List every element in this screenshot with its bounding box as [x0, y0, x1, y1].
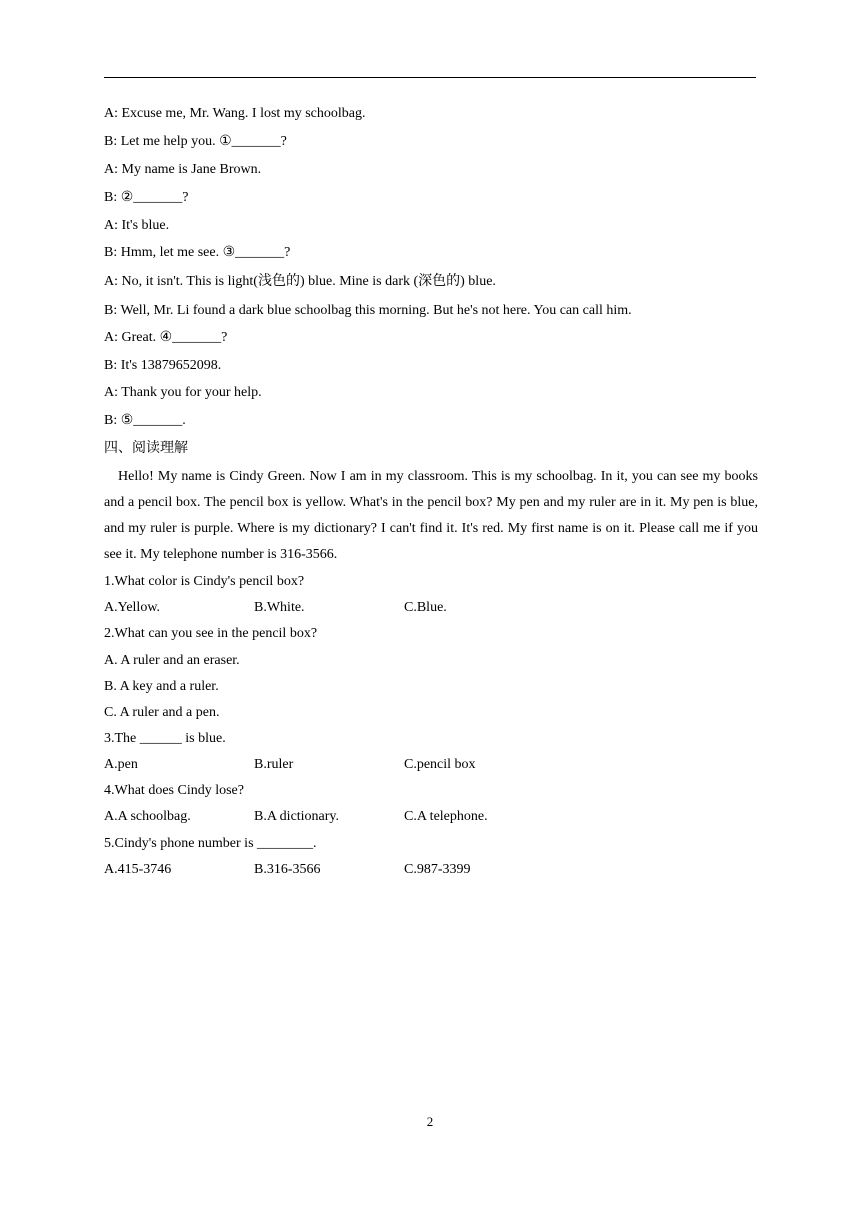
- answer-option: C.Blue.: [404, 600, 447, 615]
- answer-option: B.A dictionary.: [254, 809, 340, 824]
- dialogue-line: B: It's 13879652098.: [104, 358, 222, 373]
- dialogue-line: B: ②_______?: [104, 190, 189, 205]
- answer-option: C.A telephone.: [404, 809, 488, 824]
- question-stem: 5.Cindy's phone number is ________.: [104, 836, 317, 851]
- dialogue-line: B: Well, Mr. Li found a dark blue schoolbag this morning. But he's not here. You can call him.: [104, 303, 632, 318]
- question-stem: 2.What can you see in the pencil box?: [104, 626, 318, 641]
- question-stem: 1.What color is Cindy's pencil box?: [104, 574, 305, 589]
- dialogue-line: A: Excuse me, Mr. Wang. I lost my schoolbag.: [104, 106, 366, 121]
- page-number: 2: [426, 1114, 434, 1129]
- answer-option: C.pencil box: [404, 757, 476, 772]
- dialogue-line: A: Great. ④_______?: [104, 330, 228, 345]
- answer-option: A.415-3746: [104, 862, 172, 877]
- answer-option: A.A schoolbag.: [104, 809, 191, 824]
- answer-option: B. A key and a ruler.: [104, 679, 219, 694]
- dialogue-line: A: It's blue.: [104, 218, 170, 233]
- answer-option: B.316-3566: [254, 862, 321, 877]
- dialogue-line: B: ⑤_______.: [104, 413, 186, 428]
- answer-option: B.ruler: [254, 757, 294, 772]
- dialogue-line: B: Hmm, let me see. ③_______?: [104, 245, 291, 260]
- answer-option: A.Yellow.: [104, 600, 161, 615]
- header-rule: [104, 77, 756, 78]
- answer-option: A. A ruler and an eraser.: [104, 653, 240, 668]
- dialogue-line: B: Let me help you. ①_______?: [104, 134, 287, 149]
- reading-passage: Hello! My name is Cindy Green. Now I am in my classroom. This is my schoolbag. In it, you can see my books and a pencil box. The pencil box is yellow. What's in the pencil box? My pen and my ruler are in it. My pen is blue, and my ruler is purple. Where is my dictionary? I can't find it. It's red. My first name is on it. Please call me if you see it. My telephone number is 316-3566.: [104, 469, 758, 562]
- answer-option: C.987-3399: [404, 862, 471, 877]
- dialogue-line: A: No, it isn't. This is light(浅色的) blue. Mine is dark (深色的) blue.: [104, 274, 496, 289]
- dialogue-line: A: Thank you for your help.: [104, 385, 262, 400]
- question-stem: 3.The ______ is blue.: [104, 731, 226, 746]
- answer-option: B.White.: [254, 600, 305, 615]
- dialogue-line: A: My name is Jane Brown.: [104, 162, 262, 177]
- answer-option: A.pen: [104, 757, 138, 772]
- section-title: 四、阅读理解: [104, 441, 188, 456]
- answer-option: C. A ruler and a pen.: [104, 705, 220, 720]
- question-stem: 4.What does Cindy lose?: [104, 783, 244, 798]
